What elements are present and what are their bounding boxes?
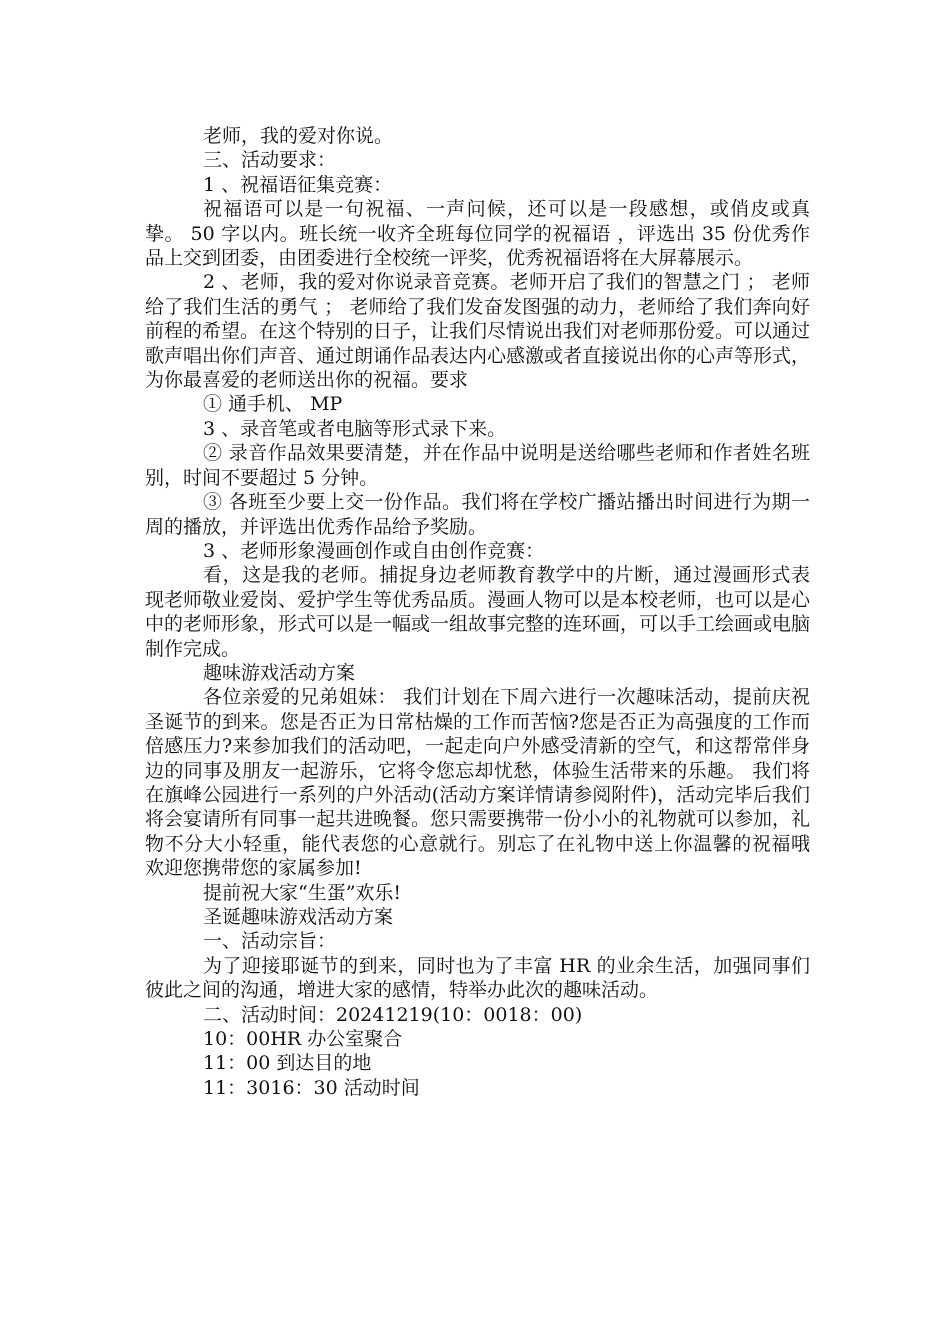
- schedule-item: 10：00HR 办公室聚合: [203, 1028, 403, 1051]
- paragraph: 祝福语可以是一句祝福、一声问候，还可以是一段感想，或俏皮或真挚。 50 字以内。班长统一收齐全班每位同学的祝福语 ，评选出 35 份优秀作品上交到团委，由团委进行全校统一评奖，优秀祝福语将在大屏幕展示。: [145, 198, 810, 270]
- list-item: 3 、录音笔或者电脑等形式录下来。: [203, 417, 507, 440]
- list-item: ① 通手机、 MP: [203, 393, 343, 416]
- paragraph: 2 、老师，我的爱对你说录音竞赛。老师开启了我们的智慧之门 ； 老师给了我们生活的勇气 ； 老师给了我们发奋发图强的动力，老师给了我们奔向好前程的希望。在这个特别的日子，让我们尽情说出我们对老师那份爱。可以通过歌声唱出你们声音、通过朗诵作品表达内心感激或者直接说出你的心声等形式，为你最喜爱的老师送出你的祝福。要求: [145, 271, 811, 392]
- section-heading: 二、活动时间：20241219(10：0018：00): [203, 1003, 583, 1026]
- schedule-item: 11：00 到达目的地: [203, 1052, 372, 1075]
- paragraph: 提前祝大家“生蛋”欢乐!: [203, 881, 402, 904]
- paragraph: 老师，我的爱对你说。: [203, 125, 394, 147]
- section-heading: 三、活动要求：: [203, 149, 337, 172]
- list-item: ③ 各班至少要上交一份作品。我们将在学校广播站播出时间进行为期一周的播放，并评选出优秀作品给予奖励。: [145, 491, 810, 538]
- schedule-item: 11：3016：30 活动时间: [203, 1076, 420, 1099]
- paragraph: 为了迎接耶诞节的到来，同时也为了丰富 HR 的业余生活，加强同事们彼此之间的沟通，增进大家的感情，特举办此次的趣味活动。: [145, 954, 810, 1002]
- paragraph: 各位亲爱的兄弟姐妹： 我们计划在下周六进行一次趣味活动，提前庆祝圣诞节的到来。您是否正为日常枯燥的工作而苦恼?您是否正为高强度的工作而倍感压力?来参加我们的活动吧，一起走向户外感受清新的空气，和这帮常伴身边的同事及朋友一起游乐，它将令您忘却忧愁，体验生活带来的乐趣。 我们将在旗峰公园进行一系列的户外活动(活动方案详情请参阅附件)，活动完毕后我们将会宴请所有同事一起共进晚餐。您只需要携带一份小小的礼物就可以参加，礼物不分大小轻重，能代表您的心意就行。别忘了在礼物中送上你温馨的祝福哦 欢迎您携带您的家属参加!: [145, 686, 811, 880]
- document-body: [145, 124, 810, 1100]
- list-item: ② 录音作品效果要清楚，并在作品中说明是送给哪些老师和作者姓名班别，时间不要超过 5 分钟。: [145, 442, 810, 489]
- section-title: 圣诞趣味游戏活动方案: [203, 906, 394, 928]
- paragraph: 看，这是我的老师。捕捉身边老师教育教学中的片断，通过漫画形式表现老师敬业爱岗、爱护学生等优秀品质。漫画人物可以是本校老师，也可以是心中的老师形象，形式可以是一幅或一组故事完整的连环画，可以手工绘画或电脑制作完成。: [145, 564, 811, 660]
- section-title: 趣味游戏活动方案: [203, 661, 356, 684]
- section-heading: 一、活动宗旨：: [203, 930, 337, 953]
- subsection-heading: 3 、老师形象漫画创作或自由创作竞赛：: [203, 539, 545, 562]
- subsection-heading: 1 、祝福语征集竞赛：: [203, 173, 393, 196]
